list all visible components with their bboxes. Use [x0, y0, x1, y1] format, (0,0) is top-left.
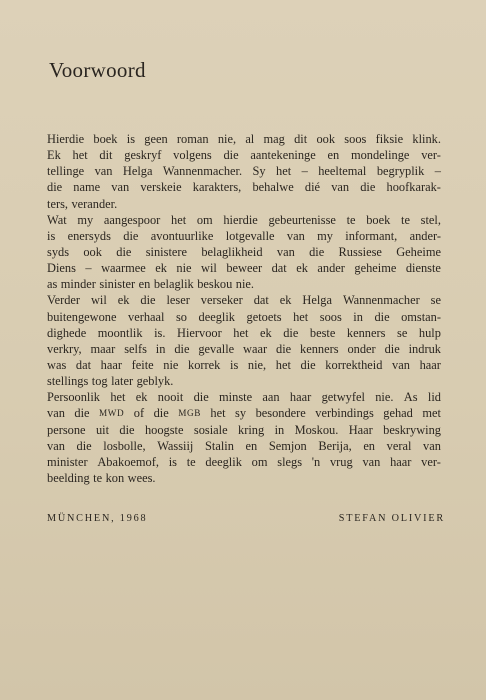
- word: wil: [201, 261, 217, 276]
- word: nooit: [157, 390, 184, 405]
- word: name: [73, 180, 101, 195]
- word: om: [196, 212, 213, 227]
- word: slegs: [277, 454, 303, 469]
- word: –: [85, 261, 92, 276]
- word: Stalin: [205, 438, 234, 453]
- text-line: [47, 454, 441, 470]
- word: ver-: [421, 148, 441, 163]
- word: Sy: [252, 164, 266, 179]
- word: van: [111, 180, 130, 195]
- word: ek: [259, 325, 272, 340]
- word: het: [72, 148, 88, 163]
- word: –: [434, 164, 441, 179]
- word: mag: [263, 132, 285, 146]
- word: die: [47, 180, 63, 195]
- word: beweer: [226, 261, 263, 276]
- word: van: [423, 438, 441, 453]
- word: Verder: [47, 293, 81, 308]
- word: het: [275, 357, 291, 372]
- word: van: [47, 438, 65, 453]
- text-line: [47, 212, 441, 228]
- word: ek: [117, 293, 130, 308]
- word: is: [230, 357, 239, 372]
- word: ek: [135, 390, 148, 405]
- word: soos: [344, 132, 367, 146]
- text-line: [47, 341, 441, 357]
- word: te: [346, 212, 356, 227]
- word: dat: [253, 293, 269, 308]
- word: MWD: [99, 408, 125, 419]
- word: Russiese: [338, 244, 382, 259]
- word: verkry,: [47, 341, 82, 356]
- word: selfs: [124, 341, 147, 356]
- word: te: [93, 470, 103, 485]
- word: stel,: [420, 212, 441, 227]
- text-line: [47, 470, 441, 486]
- word: aangespoor: [103, 212, 161, 227]
- word: Abakoemof,: [97, 454, 159, 469]
- word: korrek: [188, 357, 221, 372]
- word: nie,: [217, 132, 237, 146]
- word: gebeurtenisse: [268, 212, 336, 227]
- word: ander-: [409, 228, 441, 243]
- word: vrug: [329, 454, 353, 469]
- word: van: [392, 357, 410, 372]
- word: moontlik: [97, 325, 143, 340]
- word: roman: [176, 132, 209, 146]
- word: Wannenmacher: [342, 293, 420, 308]
- word: nie,: [247, 357, 267, 372]
- word: beskrywing: [383, 422, 441, 437]
- word: verhaal: [128, 309, 165, 324]
- word: te: [401, 212, 410, 227]
- word: Helga: [122, 164, 153, 179]
- word: geskryf: [124, 148, 162, 163]
- text-line: [47, 196, 441, 212]
- word: dighede: [47, 325, 87, 340]
- word: haar: [419, 357, 441, 372]
- word: het: [276, 164, 292, 179]
- word: maar: [90, 341, 116, 356]
- word: van: [286, 228, 305, 243]
- word: so: [175, 309, 188, 324]
- word: hulp: [418, 325, 441, 340]
- word: Wassiij: [157, 438, 194, 453]
- word: tog: [91, 374, 108, 389]
- word: die: [283, 325, 299, 340]
- word: indruk: [408, 341, 441, 356]
- word: Wat: [47, 212, 67, 227]
- word: die: [374, 309, 390, 324]
- word: is: [126, 132, 136, 146]
- word: Hiervoor: [177, 325, 222, 340]
- word: is: [47, 228, 56, 243]
- text-line: [47, 147, 441, 163]
- word: onder: [347, 341, 376, 356]
- word: kenners: [300, 341, 339, 356]
- word: Wannenmacher.: [162, 164, 243, 179]
- text-line: [47, 179, 441, 195]
- word: in: [353, 309, 363, 324]
- word: het: [171, 212, 187, 227]
- word: of: [133, 406, 145, 421]
- word: aantekeninge: [250, 148, 316, 163]
- word: dié: [304, 180, 321, 195]
- word: buitengewone: [47, 309, 117, 324]
- word: Haar: [348, 422, 373, 437]
- word: het: [210, 406, 226, 421]
- word: in: [274, 422, 285, 437]
- word: stellings: [47, 374, 89, 389]
- word: van: [276, 244, 295, 259]
- word: wees.: [127, 470, 156, 485]
- word: tellinge: [47, 164, 85, 179]
- word: in: [155, 341, 166, 356]
- word: fiksie: [375, 132, 404, 146]
- word: ters,: [47, 196, 68, 211]
- word: en: [138, 277, 151, 292]
- text-line: [47, 276, 441, 292]
- word: die: [116, 244, 132, 259]
- word: Ek: [47, 148, 61, 163]
- word: geblyk.: [136, 374, 174, 389]
- word: haar: [390, 454, 412, 469]
- word: minister: [47, 454, 88, 469]
- word: Berija,: [318, 438, 352, 453]
- word: ander: [317, 261, 345, 276]
- word: verbindings: [315, 406, 374, 421]
- word: volgens: [173, 148, 212, 163]
- word: om: [251, 454, 268, 469]
- word: dienste: [405, 261, 441, 276]
- word: soos: [319, 309, 342, 324]
- word: se: [397, 325, 408, 340]
- word: aan: [262, 390, 280, 405]
- word: se: [430, 293, 441, 308]
- word: lid: [427, 390, 441, 405]
- word: die: [174, 341, 190, 356]
- word: dit: [294, 132, 308, 146]
- word: As: [403, 390, 418, 405]
- word: avontuurlike: [150, 228, 214, 243]
- word: haar: [289, 390, 312, 405]
- word: die: [119, 422, 135, 437]
- word: getoets: [246, 309, 282, 324]
- word: ek: [279, 293, 292, 308]
- word: Helga: [302, 293, 333, 308]
- word: met: [422, 406, 441, 421]
- word: gehad: [383, 406, 413, 421]
- text-line: [47, 309, 441, 325]
- word: en: [327, 148, 340, 163]
- word: Geheime: [396, 244, 441, 259]
- word: van: [362, 454, 381, 469]
- word: het: [110, 390, 126, 405]
- word: die: [384, 341, 400, 356]
- text-line: [47, 244, 441, 260]
- word: ook: [316, 132, 336, 146]
- word: gevalle: [198, 341, 235, 356]
- word: die: [123, 228, 139, 243]
- word: boek: [93, 132, 118, 146]
- word: hierdie: [223, 212, 258, 227]
- word: ver-: [421, 454, 441, 469]
- word: ek: [296, 261, 308, 276]
- word: wil: [90, 293, 107, 308]
- word: korrektheid: [325, 357, 383, 372]
- word: kon: [105, 470, 125, 485]
- word: leser: [166, 293, 190, 308]
- word: ook: [83, 244, 102, 259]
- word: Persoonlik: [47, 390, 101, 405]
- word: verskeie: [140, 180, 182, 195]
- word: informant,: [345, 228, 398, 243]
- text-line: [47, 163, 441, 179]
- text-line: [47, 389, 441, 405]
- word: verseker: [200, 293, 243, 308]
- word: geheime: [354, 261, 397, 276]
- word: die: [140, 293, 156, 308]
- word: die: [276, 341, 292, 356]
- word: veral: [386, 438, 412, 453]
- word: sinister: [99, 277, 136, 292]
- word: die: [76, 438, 92, 453]
- word: deeglik: [205, 454, 242, 469]
- page-footer: [47, 513, 445, 524]
- text-line: [47, 228, 441, 244]
- word: nie: [176, 261, 192, 276]
- place-date: MÜNCHEN, 1968: [47, 513, 148, 524]
- word: hoofkarak-: [386, 180, 441, 195]
- word: syds: [47, 244, 70, 259]
- word: kring: [238, 422, 265, 437]
- word: die: [300, 357, 316, 372]
- word: van: [47, 406, 65, 421]
- word: lotgevalle: [225, 228, 275, 243]
- word: boek: [366, 212, 391, 227]
- word: die: [153, 406, 169, 421]
- word: het: [233, 325, 249, 340]
- word: Diens: [47, 261, 76, 276]
- word: deeglik: [198, 309, 235, 324]
- word: al: [245, 132, 255, 146]
- text-line: [47, 260, 441, 276]
- word: die: [309, 244, 325, 259]
- word: hoogste: [144, 422, 184, 437]
- word: is.: [154, 325, 166, 340]
- word: geen: [144, 132, 168, 146]
- word: die: [360, 180, 376, 195]
- word: verander.: [71, 196, 118, 211]
- word: behalwe: [252, 180, 294, 195]
- word: het: [293, 309, 309, 324]
- word: getwyfel: [321, 390, 365, 405]
- word: was: [47, 357, 67, 372]
- word: begryplik: [376, 164, 425, 179]
- word: beelding: [47, 470, 90, 485]
- author-name: STEFAN OLIVIER: [338, 513, 445, 524]
- word: besondere: [255, 406, 306, 421]
- text-line: [47, 405, 441, 421]
- word: waarmee: [101, 261, 146, 276]
- text-line: [47, 422, 441, 438]
- word: Hierdie: [47, 132, 85, 146]
- word: my: [317, 228, 333, 243]
- word: beste: [309, 325, 336, 340]
- text-line: [47, 373, 441, 389]
- word: dat: [75, 357, 92, 372]
- word: heeltemal: [318, 164, 367, 179]
- page-title: Voorwoord: [49, 58, 146, 82]
- word: van: [94, 164, 113, 179]
- word: MGB: [178, 408, 201, 419]
- text-line: [47, 325, 441, 341]
- preface-body: [47, 131, 441, 486]
- text-line: [47, 438, 441, 454]
- word: en: [363, 438, 376, 453]
- word: persone: [47, 422, 86, 437]
- word: my: [77, 212, 94, 227]
- word: kenners: [346, 325, 386, 340]
- word: sinistere: [145, 244, 188, 259]
- word: feite: [131, 357, 154, 372]
- word: waar: [243, 341, 268, 356]
- word: uit: [95, 422, 110, 437]
- word: –: [301, 164, 308, 179]
- word: haar: [100, 357, 122, 372]
- word: dat: [271, 261, 287, 276]
- word: karakters,: [192, 180, 242, 195]
- word: te: [186, 454, 196, 469]
- word: as: [47, 277, 58, 292]
- word: mondelinge: [350, 148, 410, 163]
- word: belaglik: [153, 277, 194, 292]
- word: dit: [99, 148, 113, 163]
- word: nie.: [375, 390, 394, 405]
- word: minste: [219, 390, 253, 405]
- word: die: [193, 390, 209, 405]
- word: losbolle,: [103, 438, 146, 453]
- word: belaglikheid: [201, 244, 263, 259]
- text-line: [47, 292, 441, 308]
- word: sosiale: [193, 422, 228, 437]
- text-line: [47, 131, 441, 147]
- word: Semjon: [268, 438, 307, 453]
- word: later: [111, 374, 134, 389]
- word: sy: [235, 406, 247, 421]
- word: minder: [60, 277, 96, 292]
- word: nie: [163, 357, 179, 372]
- word: omstan-: [401, 309, 441, 324]
- word: beskou: [197, 277, 233, 292]
- word: Moskou.: [294, 422, 339, 437]
- word: die: [74, 406, 90, 421]
- word: die: [223, 148, 239, 163]
- word: en: [245, 438, 258, 453]
- word: enersyds: [67, 228, 111, 243]
- word: is: [168, 454, 177, 469]
- word: ek: [155, 261, 167, 276]
- word: van: [331, 180, 350, 195]
- word: nie.: [235, 277, 255, 292]
- text-line: [47, 357, 441, 373]
- word: 'n: [311, 454, 321, 469]
- word: klink.: [412, 132, 441, 146]
